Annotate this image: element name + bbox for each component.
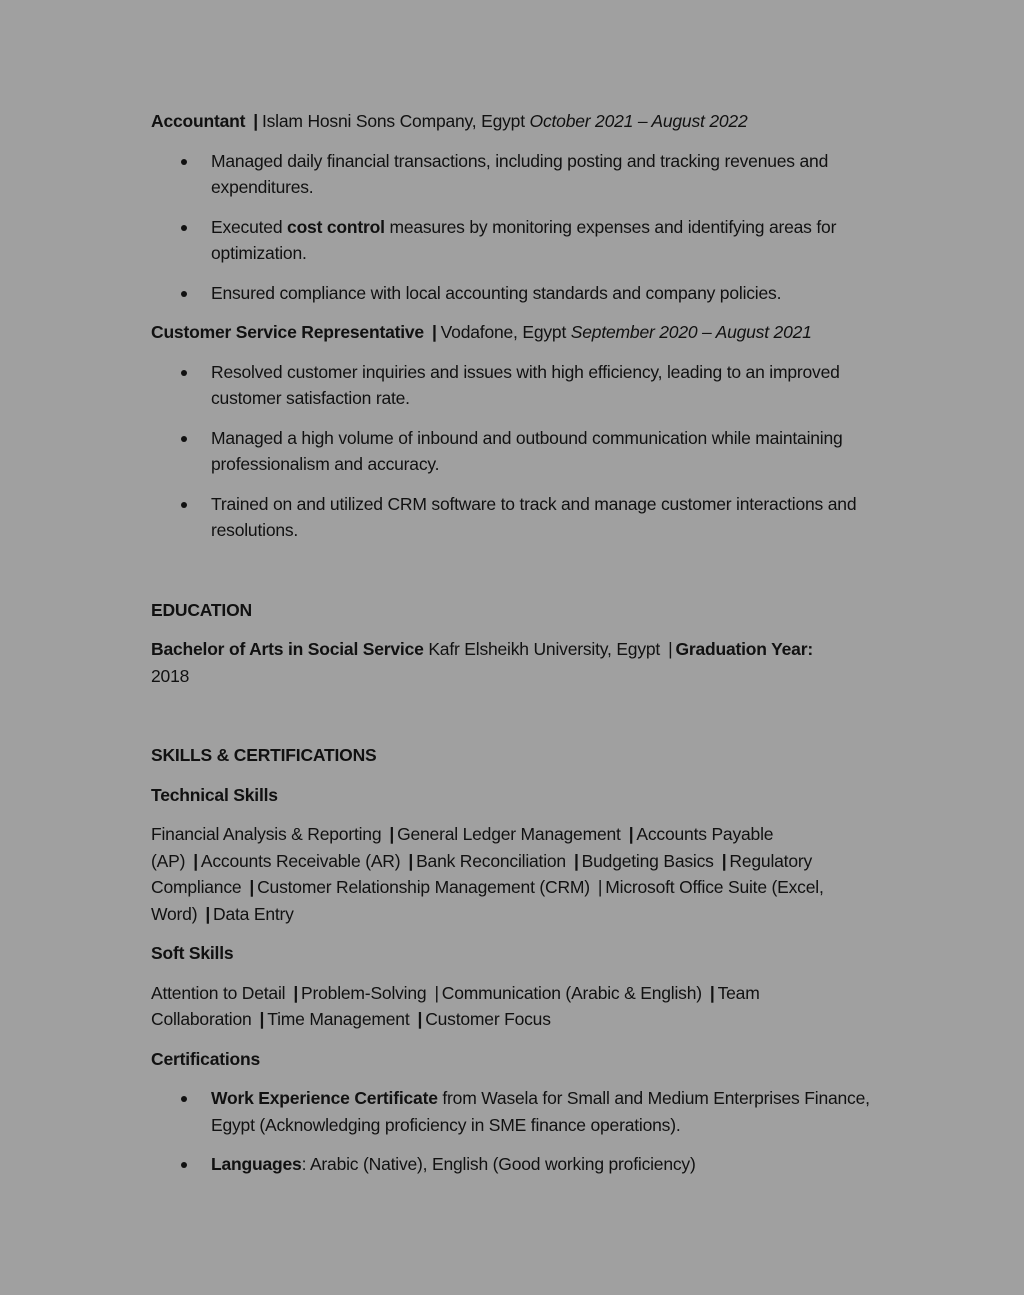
- bullet-icon: [181, 291, 187, 297]
- soft-skills-heading: Soft Skills: [151, 943, 234, 963]
- skill-item: Regulatory Compliance: [151, 850, 813, 897]
- certifications-heading: Certifications: [151, 1048, 261, 1069]
- separator: |: [259, 1009, 265, 1029]
- separator: |: [668, 639, 673, 659]
- languages-label: Languages: [211, 1154, 302, 1174]
- skill-item: Customer Focus: [425, 1009, 551, 1029]
- job-title: Customer Service Representative: [151, 322, 424, 342]
- spacer: [151, 557, 881, 597]
- spacer: [151, 702, 881, 742]
- skill-item: Financial Analysis & Reporting: [151, 824, 382, 844]
- technical-skills-heading: Technical Skills: [151, 784, 278, 805]
- separator: |: [293, 982, 299, 1003]
- job-dates: September 2020 – August 2021: [570, 322, 812, 342]
- skill-item: Customer Relationship Management (CRM): [257, 877, 590, 897]
- list-item: [151, 1151, 881, 1178]
- certification-name: Work Experience Certificate: [211, 1088, 438, 1108]
- separator: |: [253, 111, 258, 131]
- separator: |: [628, 824, 634, 844]
- separator: |: [408, 850, 414, 871]
- job-bullets-customer-service: [151, 359, 881, 544]
- list-item: [151, 214, 881, 267]
- separator: |: [709, 982, 715, 1003]
- skill-item: General Ledger Management: [397, 824, 621, 844]
- skills-heading: SKILLS & CERTIFICATIONS: [151, 745, 377, 765]
- skill-item: Team Collaboration: [151, 982, 760, 1029]
- list-item: [151, 280, 881, 307]
- bullet-text: Trained on and utilized CRM software to track and manage customer interactions and resolutions.: [211, 493, 857, 540]
- skill-item: Budgeting Basics: [581, 850, 714, 871]
- bullet-text: Executed: [211, 216, 288, 237]
- graduation-year: 2018: [151, 665, 190, 686]
- list-item: [151, 425, 881, 478]
- skill-item: Microsoft Office Suite (Excel, Word): [151, 877, 824, 924]
- certification-text: from Wasela for Small and Medium Enterprises Finance, Egypt (Acknowledging proficiency in SME finance operations).: [211, 1088, 870, 1135]
- bullet-text: Managed daily financial transactions, including posting and tracking revenues and expenditures.: [211, 150, 829, 197]
- skill-item: Accounts Payable (AP): [151, 824, 774, 871]
- job-header-accountant: [151, 108, 881, 135]
- bullet-text: Resolved customer inquiries and issues with high efficiency, leading to an improved customer satisfaction rate.: [211, 361, 840, 408]
- bullet-text: measures by monitoring expenses and identifying areas for optimization.: [211, 216, 837, 263]
- skill-item: Accounts Receivable (AR): [200, 850, 401, 871]
- list-item: [151, 148, 881, 201]
- education-heading: EDUCATION: [151, 599, 252, 620]
- resume-page: [151, 108, 881, 1191]
- separator: |: [205, 903, 211, 924]
- skill-item: Bank Reconciliation: [416, 850, 566, 871]
- list-item: [151, 359, 881, 412]
- school: Kafr Elsheikh University, Egypt: [428, 639, 661, 659]
- skill-item: Problem-Solving: [301, 982, 427, 1003]
- bullet-icon: [181, 436, 187, 442]
- education-entry: [151, 636, 881, 689]
- skill-item: Communication (Arabic & English): [441, 982, 702, 1003]
- bullet-icon: [181, 370, 187, 376]
- bullet-icon: [181, 1162, 187, 1168]
- separator: |: [389, 824, 395, 844]
- separator: |: [249, 877, 255, 897]
- skill-item: Attention to Detail: [151, 982, 286, 1003]
- separator: |: [434, 982, 439, 1003]
- list-item: [151, 1085, 881, 1138]
- degree: Bachelor of Arts in Social Service: [151, 639, 424, 659]
- separator: |: [721, 850, 727, 871]
- technical-skills-list: [151, 821, 881, 927]
- job-title: Accountant: [151, 111, 246, 131]
- list-item: [151, 491, 881, 544]
- separator: |: [417, 1009, 423, 1029]
- bullet-icon: [181, 1096, 187, 1102]
- bullet-icon: [181, 502, 187, 508]
- separator: |: [193, 850, 198, 871]
- bullet-bold-text: cost control: [287, 216, 385, 237]
- bullet-icon: [181, 225, 187, 231]
- graduation-label: Graduation Year:: [675, 639, 813, 659]
- soft-skills-list: [151, 980, 881, 1033]
- skill-item: Time Management: [267, 1009, 410, 1029]
- separator: |: [597, 877, 603, 897]
- languages-text: : Arabic (Native), English (Good working proficiency): [301, 1154, 696, 1174]
- bullet-icon: [181, 159, 187, 165]
- skill-item: Data Entry: [213, 903, 294, 924]
- separator: |: [573, 850, 579, 871]
- bullet-text: Ensured compliance with local accounting standards and company policies.: [211, 282, 782, 303]
- separator: |: [431, 322, 437, 342]
- job-header-customer-service: [151, 319, 881, 346]
- bullet-text: Managed a high volume of inbound and outbound communication while maintaining professionalism and accuracy.: [211, 427, 843, 474]
- job-bullets-accountant: [151, 148, 881, 307]
- job-employer: Islam Hosni Sons Company, Egypt: [261, 111, 525, 131]
- certifications-list: [151, 1085, 881, 1178]
- job-dates: October 2021 – August 2022: [529, 111, 748, 131]
- job-employer: Vodafone, Egypt: [440, 322, 567, 342]
